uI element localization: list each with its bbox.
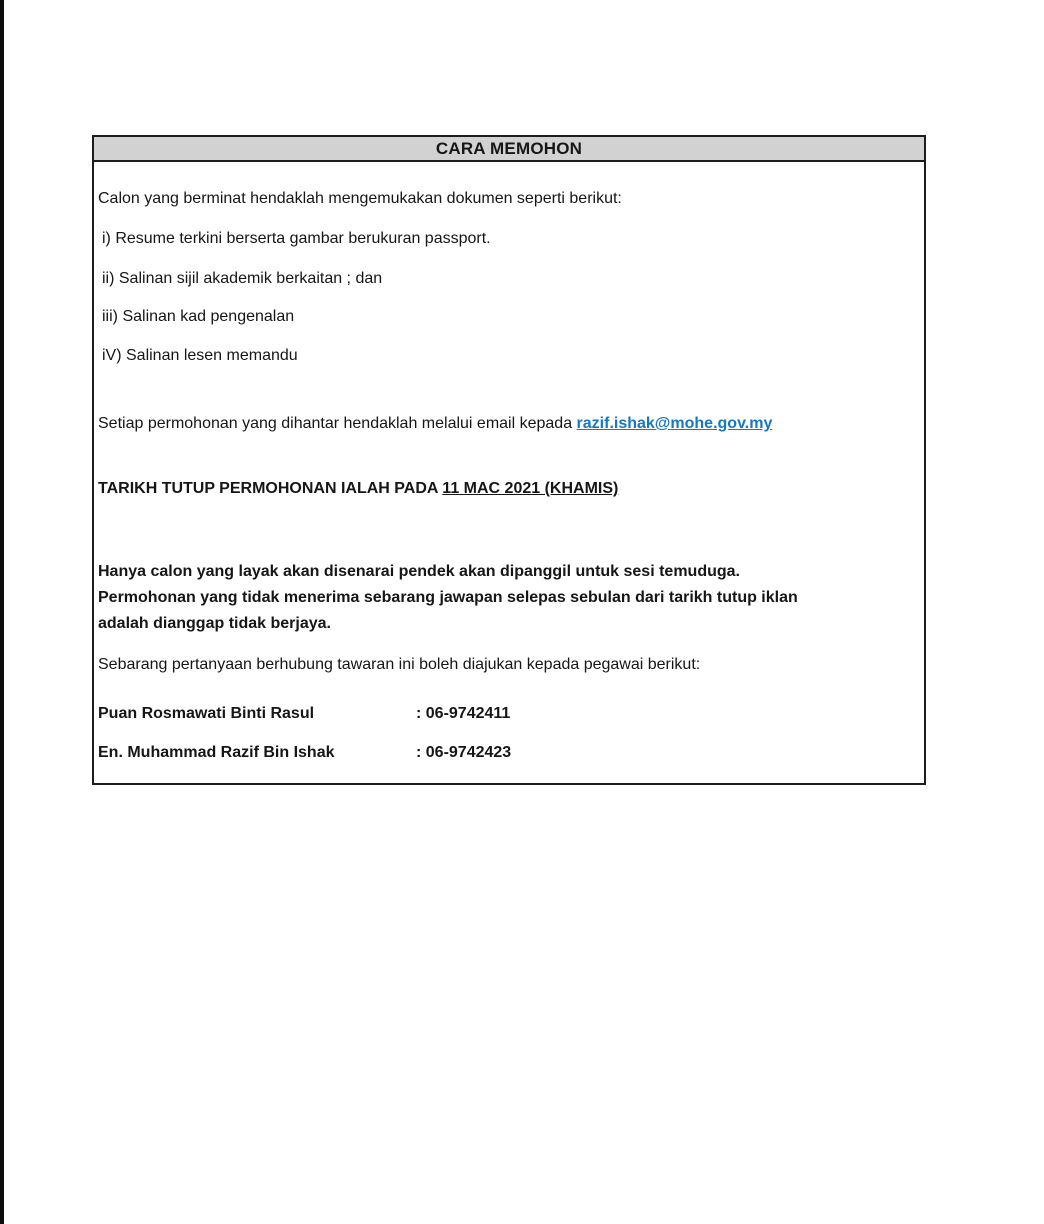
section-body	[94, 189, 924, 763]
requirement-item-2: ii) Salinan sijil akademik berkaitan ; dan	[102, 270, 383, 287]
notice-line-2: Permohonan yang tidak menerima sebarang jawapan selepas sebulan dari tarikh tutup iklan	[98, 589, 798, 606]
email-instruction-text: Setiap permohonan yang dihantar hendaklah melalui email kepada	[98, 415, 577, 432]
notice-line-3: adalah dianggap tidak berjaya.	[98, 615, 331, 632]
notice-line-1: Hanya calon yang layak akan disenarai pendek akan dipanggil untuk sesi temuduga.	[98, 563, 740, 580]
enquiry-line: Sebarang pertanyaan berhubung tawaran ini boleh diajukan kepada pegawai berikut:	[98, 656, 701, 673]
contact-phone-1: : 06-9742411	[416, 705, 511, 722]
email-link[interactable]: razif.ishak@mohe.gov.my	[576, 415, 773, 432]
requirement-item-4: iV) Salinan lesen memandu	[102, 347, 298, 364]
requirement-item-1: i) Resume terkini berserta gambar berukuran passport.	[102, 230, 491, 247]
notice-paragraph	[98, 559, 916, 637]
intro-line: Calon yang berminat hendaklah mengemukakan dokumen seperti berikut:	[98, 190, 622, 207]
contact-phone-2: : 06-9742423	[416, 744, 512, 761]
contact-name-1: Puan Rosmawati Binti Rasul	[98, 705, 315, 722]
contact-row-2	[98, 743, 916, 763]
section-header-bar	[94, 137, 924, 162]
cara-memohon-table	[92, 135, 926, 785]
scan-edge-artifact	[0, 0, 4, 1224]
deadline-line	[98, 479, 916, 499]
contact-name-2: En. Muhammad Razif Bin Ishak	[98, 744, 335, 761]
section-title: CARA MEMOHON	[435, 138, 583, 158]
deadline-label: TARIKH TUTUP PERMOHONAN IALAH PADA	[98, 480, 443, 497]
contact-row-1	[98, 704, 916, 724]
requirement-item-3: iii) Salinan kad pengenalan	[102, 308, 295, 325]
deadline-date: 11 MAC 2021 (KHAMIS)	[442, 480, 619, 497]
email-instruction-line	[98, 414, 916, 434]
